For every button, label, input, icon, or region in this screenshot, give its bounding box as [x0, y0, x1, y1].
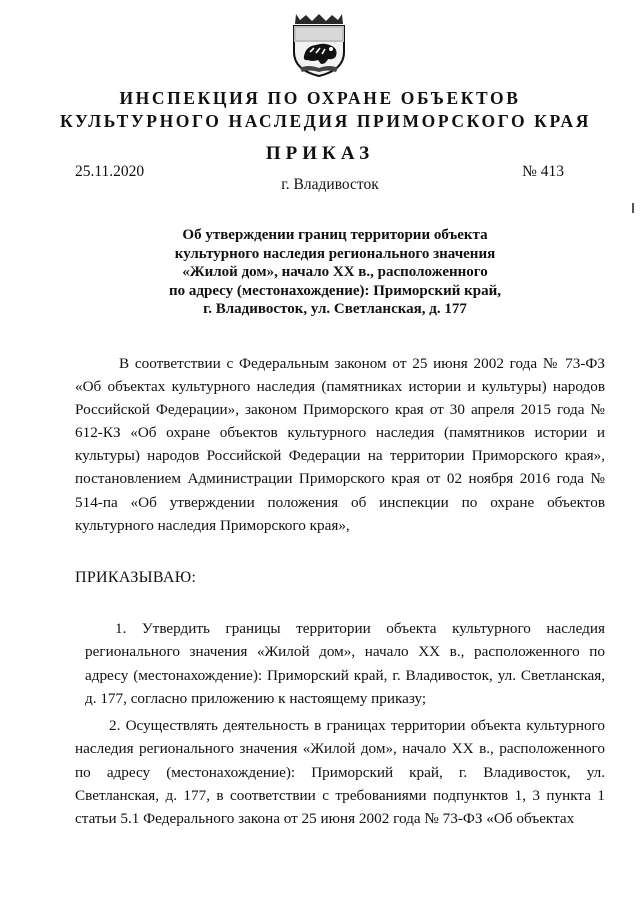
subject-line: «Жилой дом», начало XX в., расположенного	[182, 264, 488, 281]
subject-line: Об утверждении границ территории объекта	[182, 227, 488, 243]
document-type-title: ПРИКАЗ	[265, 143, 375, 164]
document-date: 25.11.2020	[75, 163, 145, 180]
order-item-2: 2. Осуществлять деятельность в границах территории объекта культурного наследия регионального значения «Жилой дом», начало XX в., расположенного по адресу (местонахождение): Приморский край, г. Владивосток, ул. Светланская, д. 177, в соответствии с требованиями подпунктов 1, 3 пункта 1 статьи 5.1 Федерального закона от 25 июня 2002 года № 73-ФЗ «Об объектах	[75, 717, 605, 828]
order-directive-heading: ПРИКАЗЫВАЮ:	[75, 569, 197, 586]
subject-line: г. Владивосток, ул. Светланская, д. 177	[203, 301, 467, 318]
scan-margin-mark	[632, 203, 634, 213]
document-subject	[100, 226, 570, 319]
document-city: г. Владивосток	[281, 176, 379, 193]
subject-line: культурного наследия регионального значения	[174, 245, 496, 262]
primorsky-coat-of-arms-icon	[288, 12, 350, 78]
organization-name-line2: КУЛЬТУРНОГО НАСЛЕДИЯ ПРИМОРСКОГО КРАЯ	[60, 111, 591, 131]
order-item-1: 1. Утвердить границы территории объекта культурного наследия регионального значения «Жилой дом», начало XX в., расположенного по адресу (местонахождение): Приморский край, г. Владивосток, ул. Светланская, д. 177, согласно приложению к настоящему приказу;	[85, 620, 605, 707]
document-number: № 413	[522, 163, 564, 180]
organization-name-line1: ИНСПЕКЦИЯ ПО ОХРАНЕ ОБЪЕКТОВ	[119, 88, 521, 108]
subject-line: по адресу (местонахождение): Приморский край,	[169, 282, 501, 299]
preamble-paragraph: В соответствии с Федеральным законом от 25 июня 2002 года № 73-ФЗ «Об объектах культурного наследия (памятниках истории и культуры) народов Российской Федерации», законом Приморского края от 30 апреля 2015 года № 612-КЗ «Об охране объектов культурного наследия (памятников истории и культуры) народов Российской Федерации на территории Приморского края», постановлением Администрации Приморского края от 02 ноября 2016 года № 514-па «Об утверждении положения об инспекции по охране объектов культурного наследия Приморского края»,	[75, 355, 605, 534]
